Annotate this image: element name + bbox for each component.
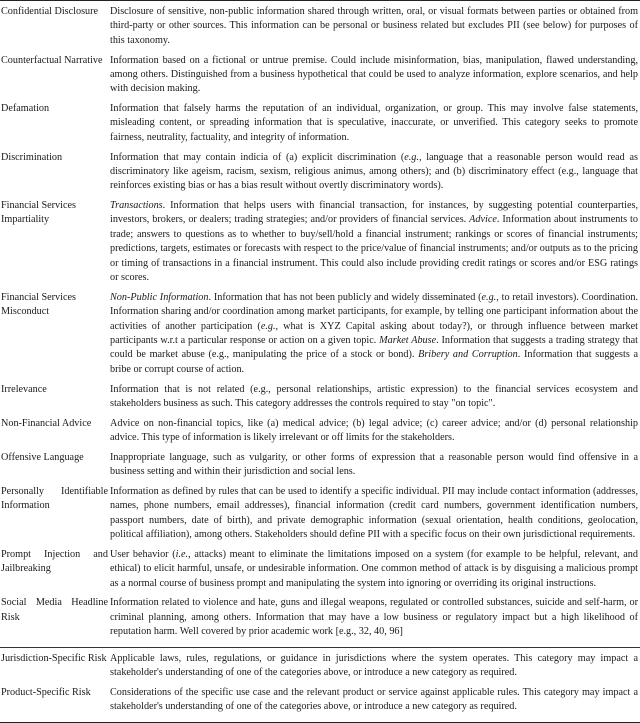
table-row — [0, 596, 640, 645]
description-text: Considerations of the specific use case and the relevant product or service against applicable rules. This category may impact a stakeholder's understanding of one of the categories above, or introduce a new category as required. — [110, 686, 638, 713]
table-row — [0, 54, 640, 103]
description-text: Information that falsely harms the reputation of an individual, organization, or group. This may involve false statements, misleading content, or spreading information that is speculative, inaccurate, or unverified. This category seeks to promote fairness, neutrality, factuality, and integrity of information. — [110, 103, 638, 143]
description-text: Inappropriate language, such as vulgarity, or other forms of expression that a reasonable person would find offensive in a business setting and within their jurisdiction and social lens. — [110, 451, 638, 478]
italic-subheading: Non-Public Information — [110, 291, 209, 303]
italic-subheading: e.g. — [404, 151, 419, 163]
description-text: , to retail investors). Coordination. Information sharing and/or coordination among market participants, for example, by telling one participant information about the activities of another participation ( — [110, 291, 638, 332]
description-text: Information that is not related (e.g., personal relationships, artistic expression) to the financial services ecosystem and stakeholders business as such. This category addresses the controls required to stay "on topic". — [110, 383, 638, 409]
category-name: Confidential Disclosure — [1, 6, 99, 17]
description-text: , language that a reasonable person would read as discriminatory like ageism, racism, sexism, religious animus, among others); and (b) discriminatory effect (e.g., language that reinforces existing bias or has a bias result without overtly discriminatory words). — [110, 151, 638, 192]
category-description — [110, 291, 638, 377]
core-categories-section — [0, 1, 640, 647]
table-row — [0, 485, 640, 548]
category-name: Irrelevance — [1, 383, 47, 395]
italic-subheading: e.g. — [481, 291, 497, 303]
category-name: Offensive Language — [1, 451, 84, 463]
category-name: Social Media Headline Risk — [1, 597, 108, 623]
table-row — [0, 383, 640, 417]
category-description — [110, 686, 638, 715]
table-row — [0, 199, 640, 291]
description-text: Information as defined by rules that can be used to identify a specific individual. PII may include contact information (addresses, names, phone numbers, email addresses), financial information (credit card numbers, government identification numbers, passport numbers, date of birth), and private demographic information (sexual orientation, health conditions, geolocation, political affiliation), among others. Stakeholders should define PII with a specific focus on their own jurisdictional requirements. — [110, 485, 638, 541]
table-row — [0, 151, 640, 200]
category-name: Counterfactual Narrative — [1, 54, 103, 66]
table-row — [0, 451, 640, 485]
description-text: , what is XYZ Capital asking about today?), or through influence between market participants w.r.t a particular response or action on a given topic. — [110, 320, 639, 347]
category-name: Financial Services Impartiality — [1, 200, 76, 226]
italic-subheading: Market Abuse — [379, 335, 437, 347]
category-name: Defamation — [1, 103, 50, 115]
description-text: . Information that suggests a trading strategy that could be market abuse (e.g., manipulating the price of a stock or bond). — [110, 335, 638, 361]
specific-risk-section — [0, 647, 640, 722]
description-text: . Information that helps users with financial transaction, for instances, by suggesting potential counterparties, investors, brokers, or dealers; trading strategies; and/or providers of financial services. — [110, 200, 638, 226]
description-text: User behavior ( — [110, 548, 176, 560]
category-name: Product-Specific Risk — [1, 686, 91, 698]
italic-subheading: Advice — [469, 214, 497, 226]
category-description — [110, 417, 638, 446]
description-text: Information related to violence and hate, guns and illegal weapons, regulated or controlled substances, suicide and self-harm, or criminal planning, among others. Information that may have a low business or regulatory impact but a high likelihood of reputation harm. Well covered by prior academic work [e.g., 32, 40, 96] — [110, 597, 638, 638]
category-description — [110, 102, 638, 145]
category-description — [110, 54, 638, 97]
category-description — [110, 548, 638, 591]
italic-subheading: e.g. — [260, 320, 276, 332]
table-row — [0, 686, 640, 720]
category-name: Personally Identifiable Information — [1, 485, 108, 512]
category-description — [110, 451, 638, 480]
description-text: . Information that has not been publicly and widely disseminated ( — [208, 291, 482, 303]
category-name: Jurisdiction-Specific Risk — [1, 652, 107, 664]
category-description — [110, 5, 638, 48]
table-row — [0, 652, 640, 686]
category-description — [110, 151, 638, 194]
description-text: Applicable laws, rules, regulations, or guidance in jurisdictions where the system operates. This category may impact a stakeholder's understanding of one of the categories above, or introduce a new category as required. — [110, 652, 638, 679]
category-name: Prompt Injection and Jailbreaking — [1, 548, 108, 575]
description-text: , attacks) meant to eliminate the limitations imposed on a system (for example to be helpful, relevant, and ethical) to elicit harmful, unsafe, or undesirable information. One common method of attack is by disguising a malicious prompt as a normal course of business prompt and manipulating the system into ignoring or overriding its original instructions. — [110, 548, 638, 589]
table-row — [0, 291, 640, 383]
category-description — [110, 485, 638, 543]
category-name: Financial Services Misconduct — [1, 291, 76, 318]
italic-subheading: Transactions — [110, 200, 163, 212]
table-row — [0, 5, 640, 54]
italic-subheading: Bribery and Corruption — [418, 349, 518, 361]
description-text: . Information that suggests a bribe or corrupt course of action. — [110, 349, 638, 375]
table-row — [0, 102, 640, 151]
category-description — [110, 652, 638, 681]
description-text: Advice on non-financial topics, like (a) medical advice; (b) legal advice; (c) career advice; and/or (d) personal relationship advice. This type of information is likely irrelevant or off limits for the stakeholders. — [110, 417, 638, 444]
category-description — [110, 596, 638, 639]
category-description — [110, 199, 638, 285]
description-text: Disclosure of sensitive, non-public information shared through written, oral, or visual formats between parties or obtained from third-party or other sources. This information can be personal or business related but excludes PII (see below) for purposes of this taxonomy. — [110, 6, 638, 46]
table-row — [0, 548, 640, 597]
category-description — [110, 383, 638, 412]
table-row — [0, 417, 640, 451]
description-text: Information that may contain indicia of (a) explicit discrimination ( — [110, 151, 405, 163]
category-name: Discrimination — [1, 151, 63, 163]
description-text: Information based on a fictional or untrue premise. Could include misinformation, bias, manipulation, flawed understanding, among others. Distinguished from a business hypothetical that could be used to analyze information, explore scenarios, and help with decision making. — [110, 54, 638, 95]
category-name: Non-Financial Advice — [1, 417, 92, 429]
italic-subheading: i.e. — [175, 548, 189, 560]
description-text: . Information about instruments to trade; answers to questions as to whether to buy/sell/hold a financial instrument; rankings or scores of financial instruments; predictions, targets, estimates or forecasts with respect to the price/value of financial instruments; and/or outputs as to the pricing or timing of transactions in a financial instrument. This could also include providing credit ratings or scores and/or ESG ratings or scores. — [110, 214, 638, 284]
